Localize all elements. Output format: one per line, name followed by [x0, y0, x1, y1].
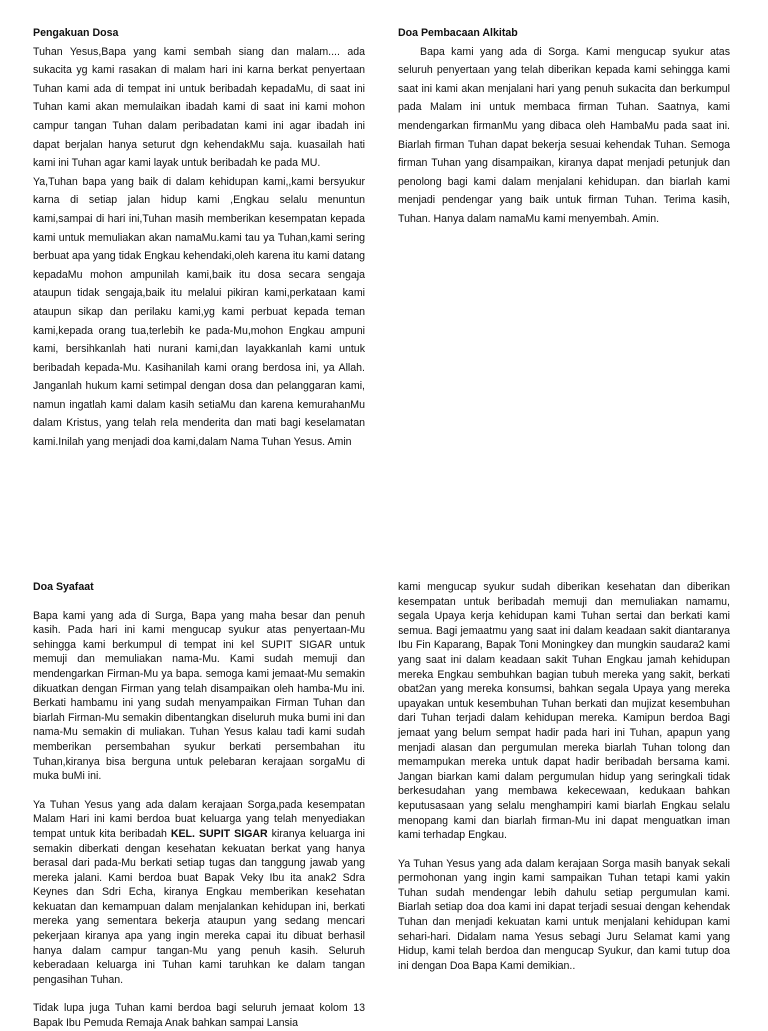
doa-syafaat-paragraph-1: Bapa kami yang ada di Surga, Bapa yang maha besar dan penuh kasih. Pada hari ini kami mengucap syukur atas penyertaan-Mu sehingga kami berkumpul di tempat ini kel SUPIT SIGAR untuk memuji dan memuliakan nama-Mu. Kami sudah memuji dan mendengarkan Firman-Mu ya bapa. semoga kami jemaat-Mu semakin dikuatkan dengan Firman yang telah disampaikan oleh hamba-Mu ini. Berkati hambamu ini yang sudah menyampaikan Firman Tuhan dan biarlah Firman-Mu semakin dibentangkan diseluruh muka bumi ini dan nama-Mu semakin di muliakan. Tuhan Yesus kalau tadi kami sudah memberikan persembahan syukur berkati persembahan itu Tuhan,kiranya bisa berguna untuk pelebaran kerajaan sorgaMu di muka buMi ini.: [33, 609, 365, 783]
doa-syafaat-paragraph-2: [33, 798, 365, 988]
pengakuan-dosa-paragraph-1: Tuhan Yesus,Bapa yang kami sembah siang dan malam.... ada sukacita yg kami rasakan di malam hari ini karna berkat penyertaan Tuhan kami ada di tempat ini untuk beribadah kepadaMu, di saat ini Tuhan kami akan memulaikan ibadah kami di saat ini kami mohon campur tangan Tuhan dalam peribadatan kami ini agar ibadah ini dapat berjalan hanya seturut dgn kehendakMu saja. kuasailah hati kami ini Tuhan agar kami layak untuk beribadah ke pada MU.: [33, 45, 365, 170]
pengakuan-dosa-section: [33, 24, 365, 452]
doa-syafaat-continuation: [398, 580, 730, 973]
doa-syafaat-continuation-paragraph-2: Ya Tuhan Yesus yang ada dalam kerajaan Sorga masih banyak sekali permohonan yang ingin kami sampaikan Tuhan tetapi kami yakin Tuhan sudah mendengar lebih dahulu setiap pergumulan kami. Biarlah setiap doa doa kami ini dapat terjadi sesuai dengan kehendak Tuhan dan menjadi kekuatan kami untuk menjalani kehidupan kami sehari-hari. Didalam nama Yesus sebagi Juru Selamat kami yang Hidup, kami telah berdoa dan mengucap Syukur, dan kami tutup doa ini dengan Doa Bapa Kami demikian..: [398, 857, 730, 972]
pembacaan-alkitab-section: [398, 24, 730, 229]
doa-syafaat-section: [33, 580, 365, 1031]
pengakuan-dosa-title: Pengakuan Dosa: [33, 27, 119, 39]
family-name-bold: KEL. SUPIT SIGAR: [170, 827, 268, 840]
doa-syafaat-continuation-paragraph-1: kami mengucap syukur sudah diberikan kesehatan dan diberikan kesempatan untuk beribadah memuji dan memuliakan namamu, segala Upaya kerja kehidupan kami Tuhan sertai dan berkati kami semua. Bagi jemaatmu yang saat ini dalam keadaan sakit diantaranya Ibu Fin Kaparang, Bapak Toni Moningkey dan mungkin saudara2 kami yang saat ini dalam keadaan sakit Tuhan Engkau jamah kehidupan mereka Engkau sembuhkan bagian tubuh mereka yang sakit, berkati obat2an yang mereka konsumsi, bahkan segala Upaya yang mereka upayakan untuk kesembuhan Tuhan berkati dan mujizat kesembuhan dari Tuhan terjadi dalam kehidupan mereka. Kamipun berdoa Bagi jemaat yang belum sempat hadir pada hari ini Tuhan, apapun yang menjadi alasan dan pergumulan mereka biarlah Tuhan tolong dan memampukan mereka untuk dapat hadir beribadah bersama kami. Jangan biarkan kami dalam pergumulan hidup yang seringkali tidak berkesudahan yang membawa kekecewaan, kedukaan bahkan keputusasaan yang selalu menghampiri kami biarlah Engkau selalu menopang kami dan biarlah firman-Mu ini dapat menguatkan iman kami terhadap Engkau.: [398, 581, 730, 842]
pembacaan-alkitab-title: Doa Pembacaan Alkitab: [398, 27, 518, 39]
doa-syafaat-title: Doa Syafaat: [33, 581, 94, 593]
pengakuan-dosa-paragraph-2: Ya,Tuhan bapa yang baik di dalam kehidupan kami,,kami bersyukur karna di setiap jalan hidup kami ,Engkau selalu menuntun kami,sampai di hari ini,Tuhan masih memberikan kesempatan kepada kami untuk memuliakan akan namaMu.kami tau ya Tuhan,kami sering berbuat apa yang tidak Engkau kehendaki,oleh karena itu kami datang kepadaMu mohon ampunilah kami,baik itu dosa secara sengaja ataupun tidak sengaja,baik itu melalui pikiran kami,perkataan kami ataupun sikap dan perilaku kami,yg kami perbuat kepada teman kami,kepada orang tua,terlebih ke pada-Mu,mohon Engkau ampuni kami, bersihkanlah hati nurani kami,dan layakkanlah kami untuk beribadah kepada-Mu. Kasihanilah kami orang berdosa ini, ya Allah. Janganlah hukum kami setimpal dengan dosa dan pelanggaran kami, namun ingatlah kami dalam kasih setiaMu dan karena kemurahanMu dalam Kristus, yang telah rela menderita dan mati bagi keselamatan kami.Inilah yang menjadi doa kami,dalam Nama Tuhan Yesus. Amin: [33, 175, 365, 449]
pembacaan-alkitab-paragraph: Bapa kami yang ada di Sorga. Kami mengucap syukur atas seluruh penyertaan yang telah diberikan kepada kami sehingga kami saat ini kami akan menjalani hari yang penuh sukacita dan berkumpul pada Malam ini untuk membaca firman Tuhan. Saatnya, kami mendengarkan firmanMu yang dibaca oleh HambaMu pada saat ini. Biarlah firman Tuhan dapat bekerja sesuai kehendak Tuhan. Semoga firman Tuhan yang disampaikan, kiranya dapat menjadi petunjuk dan penolong bagi kami dalam menjalani kehidupan. dan biarlah kami menjadi pendengar yang baik untuk firman Tuhan. Terima kasih, Tuhan. Hanya dalam namaMu kami menyembah. Amin.: [398, 45, 730, 225]
doa-syafaat-paragraph-3: Tidak lupa juga Tuhan kami berdoa bagi seluruh jemaat kolom 13 Bapak Ibu Pemuda Remaja Anak bahkan sampai Lansia: [33, 1002, 365, 1030]
doa-syafaat-paragraph-2-end: kiranya keluarga ini semakin diberkati dengan kesehatan kekuatan berkat yang hanya berasal dari pada-Mu berkati setiap tugas dan tanggung jawab yang mereka jalani. Kami berdoa buat Bapak Veky Ibu ita anak2 Sdra Keynes dan Sdri Echa, kiranya Engkau memberikan kesehatan kekuatan dan kemampuan dalam menjalankan kehidupan ini, berkati mereka yang sementara bekerja ataupun yang sedang mencari pekerjaan kiranya apa yang ingin mereka capai itu dibuat berhasil hanya dalam campur tangan-Mu yang penuh kasih. Seluruh keberadaan keluarga ini Tuhan kami taruhkan ke dalam tangan pengasihan Tuhan.: [33, 827, 366, 986]
doa-syafaat-paragraph-2-start: Ya Tuhan Yesus yang ada dalam kerajaan Sorga,pada kesempatan Malam Hari ini kami berdoa buat keluarga yang telah menyediakan tempat untuk kita beribadah: [33, 798, 365, 840]
